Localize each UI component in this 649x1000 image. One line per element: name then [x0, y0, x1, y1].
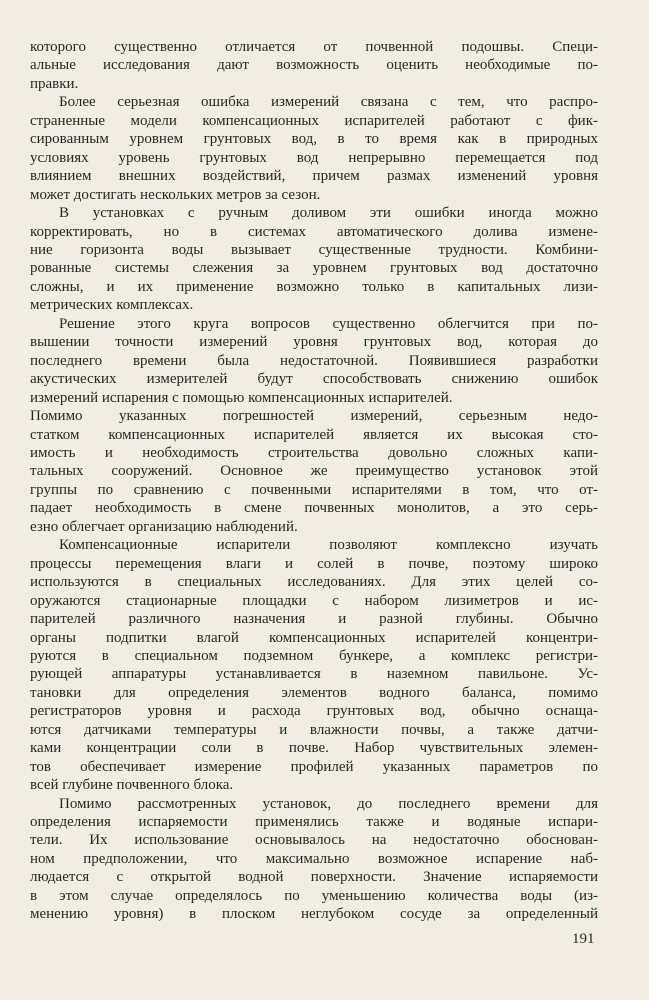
text-line: тели. Их использование основывалось на недостаточно обоснован-	[30, 832, 598, 849]
text-line: имость и необходимость строительства довольно сложных капи-	[30, 444, 598, 461]
text-line: определения испаряемости применялись также и водяные испари-	[30, 814, 598, 831]
text-line: может достигать нескольких метров за сезон.	[30, 186, 321, 203]
body-text	[30, 38, 598, 924]
text-line: органы подпитки влагой компенсационных испарителей концентри-	[30, 629, 598, 646]
text-line: Решение этого круга вопросов существенно облегчится при по-	[59, 315, 598, 332]
text-line: рованные системы слежения за уровнем грунтовых вод достаточно	[30, 260, 598, 277]
text-line: ются датчиками температуры и влажности почвы, а также датчи-	[30, 721, 598, 738]
text-line: Компенсационные испарители позволяют комплексно изучать	[59, 537, 598, 554]
paragraph	[30, 204, 598, 315]
text-line: влиянием внешних воздействий, причем размах изменений уровня	[30, 168, 598, 185]
text-line: последнего времени была недостаточной. Появившиеся разработки	[30, 352, 598, 369]
text-line: процессы перемещения влаги и солей в почве, поэтому широко	[30, 555, 598, 572]
text-line: рующей аппаратуры устанавливается в наземном павильоне. Ус-	[30, 666, 598, 683]
text-line: в этом случае определялось по уменьшению количества воды (из-	[30, 887, 598, 904]
text-line: тальных сооружений. Основное же преимущество установок этой	[30, 463, 598, 480]
text-line: тов обеспечивает измерение профилей указанных параметров по	[30, 758, 598, 775]
text-line: корректировать, но в системах автоматического долива измене-	[30, 223, 598, 240]
paragraph	[30, 93, 598, 204]
text-line: группы по сравнению с почвенными испарителями в том, что от-	[30, 481, 598, 498]
text-line: вышении точности измерений уровня грунтовых вод, которая до	[30, 334, 598, 351]
page-number: 191	[572, 931, 595, 947]
text-line: ном предположении, что максимально возможное испарение наб-	[30, 850, 598, 867]
paragraph	[30, 536, 598, 794]
paragraph	[30, 38, 598, 93]
text-line: регистраторов уровня и расхода грунтовых вод, обычно оснаща-	[30, 703, 598, 720]
paragraph	[30, 407, 598, 536]
text-line: В установках с ручным доливом эти ошибки иногда можно	[59, 205, 598, 222]
text-line: альные исследования дают возможность оценить необходимые по-	[30, 57, 598, 74]
text-line: менению уровня) в плоском неглубоком сосуде за определенный	[30, 906, 598, 923]
text-line: тановки для определения элементов водного баланса, помимо	[30, 684, 598, 701]
paragraph	[30, 315, 598, 407]
text-line: условиях уровень грунтовых вод непрерывно перемещается под	[30, 149, 598, 166]
text-line: правки.	[30, 75, 79, 92]
paragraph	[30, 795, 598, 924]
text-line: Помимо рассмотренных установок, до последнего времени для	[59, 795, 598, 812]
text-line: ние горизонта воды вызывает существенные трудности. Комбини-	[30, 241, 598, 258]
text-line: акустических измерителей будут способствовать снижению ошибок	[30, 371, 598, 388]
text-line: всей глубине почвенного блока.	[30, 777, 234, 794]
text-line: людается с открытой водной поверхности. Значение испаряемости	[30, 869, 598, 886]
text-line: метрических комплексах.	[30, 297, 194, 314]
text-line: Помимо указанных погрешностей измерений, серьезным недо-	[30, 408, 598, 425]
text-line: сложны, и их применение возможно только в капитальных лизи-	[30, 278, 598, 295]
text-line: падает необходимость в смене почвенных монолитов, а это серь-	[30, 500, 598, 517]
text-line: оружаются стационарные площадки с набором лизиметров и ис-	[30, 592, 598, 609]
text-line: статком компенсационных испарителей является их высокая сто-	[30, 426, 598, 443]
text-line: руются в специальном подземном бункере, а комплекс регистри-	[30, 647, 598, 664]
text-line: используются в специальных исследованиях. Для этих целей со-	[30, 574, 598, 591]
text-line: измерений испарения с помощью компенсационных испарителей.	[30, 389, 453, 406]
text-line: сированным уровнем грунтовых вод, в то время как в природных	[30, 131, 598, 148]
text-line: ками концентрации соли в почве. Набор чувствительных элемен-	[30, 740, 598, 757]
text-line: Более серьезная ошибка измерений связана с тем, что распро-	[59, 94, 598, 111]
text-line: которого существенно отличается от почвенной подошвы. Специ-	[30, 39, 598, 55]
text-line: парителей различного назначения и разной глубины. Обычно	[30, 611, 598, 628]
text-line: езно облегчает организацию наблюдений.	[30, 518, 298, 535]
text-line: страненные модели компенсационных испарителей работают с фик-	[30, 112, 598, 129]
